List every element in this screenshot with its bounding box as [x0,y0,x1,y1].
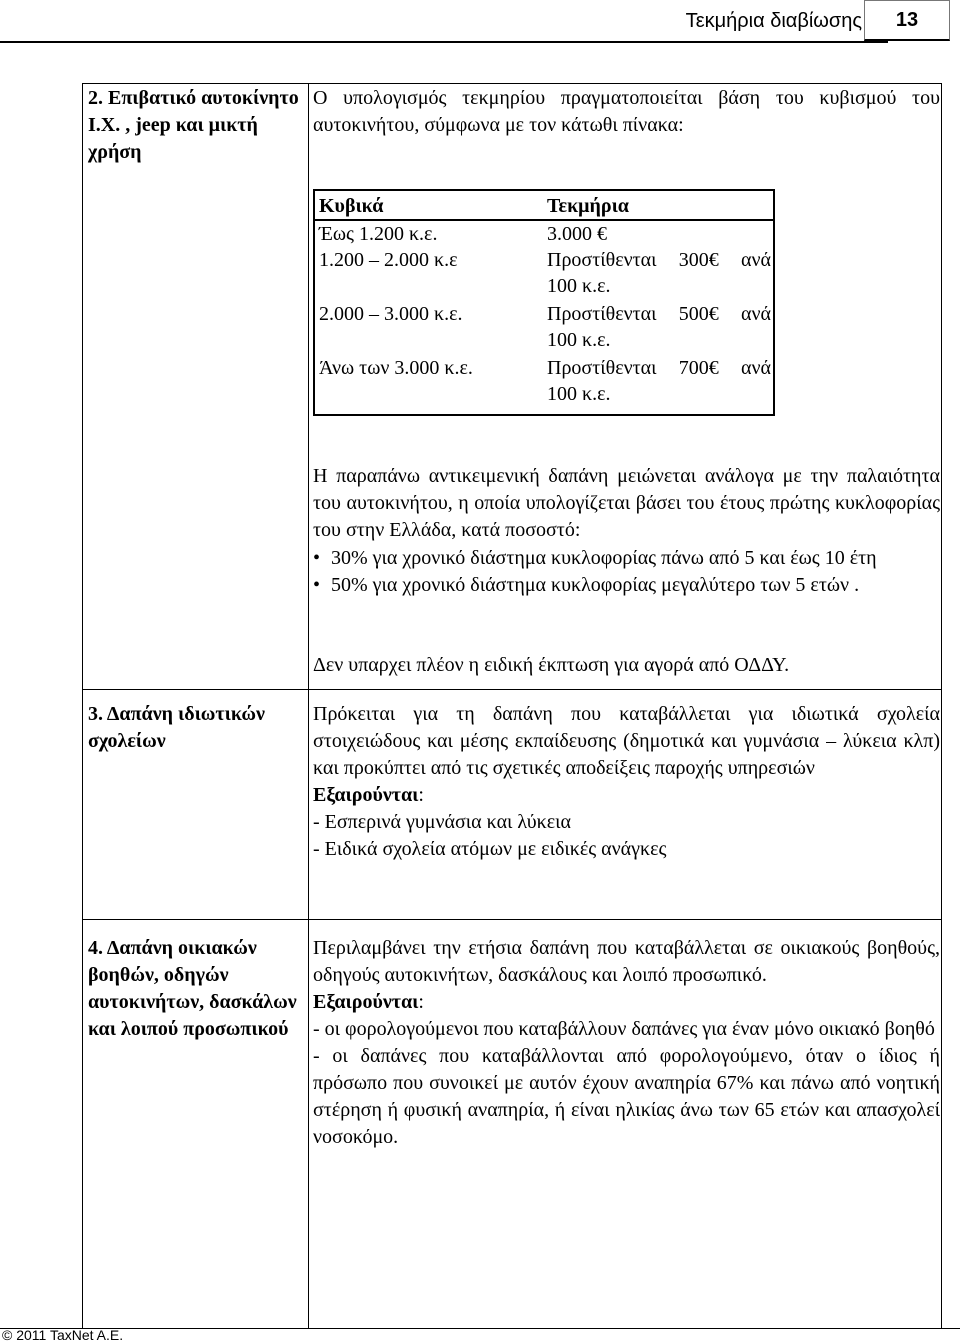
table-cell: 2.000 – 3.000 κ.ε. [319,303,463,325]
bullet-icon: • [313,574,321,596]
section-label-staff: 4. Δαπάνη οικιακών βοηθών, οδηγών αυτοκινήτων, δασκάλων και λοιπού προσωπικού [88,937,297,1040]
list-item: - οι φορολογούμενοι που καταβάλλουν δαπάνες για έναν μόνο οικιακό βοηθό [313,1018,935,1040]
table-cell: Προστίθενται 700€ ανά 100 κ.ε. [547,357,771,405]
exclusions-label: Εξαιρούνται [313,784,419,806]
table-cell: Προστίθενται 300€ ανά 100 κ.ε. [547,249,771,297]
table-cell: Έως 1.200 κ.ε. [319,223,438,245]
staff-description: Περιλαμβάνει την ετήσια δαπάνη που καταβάλλεται σε οικιακούς βοηθούς, οδηγούς αυτοκινήτων, δασκάλους και λοιπό προσωπικό. [313,937,940,986]
page-header-title: Τεκμήρια διαβίωσης [685,10,862,32]
page-number: 13 [864,0,950,41]
section-text-schools: Πρόκειται για τη δαπάνη που καταβάλλεται για ιδιωτικά σχολεία στοιχειώδους και μέσης εκπαίδευσης (δημοτικά και γυμνάσια – λύκεια κλπ) και προκύπτει από τις σχετικές αποδείξεις παροχής υπηρεσιών Εξαιρούνται: - Εσπερινά γυμνάσια και λύκεια - Ειδικά σχολεία ατόμων με ειδικές ανάγκες [313,701,940,863]
table-cell: Άνω των 3.000 κ.ε. [319,357,473,379]
table-cell: 1.200 – 2.000 κ.ε [319,249,458,271]
list-item: • 30% για χρονικό διάστημα κυκλοφορίας πάνω από 5 και έως 10 έτη [313,545,940,572]
section-label-car: 2. Επιβατικό αυτοκίνητο Ι.Χ. , jeep και μικτή χρήση [88,87,299,163]
footer-rule [0,1328,960,1329]
column-divider [308,83,309,1328]
list-item: • 50% για χρονικό διάστημα κυκλοφορίας μεγαλύτερο των 5 ετών . [313,572,940,599]
section-text-staff: Περιλαμβάνει την ετήσια δαπάνη που καταβάλλεται σε οικιακούς βοηθούς, οδηγούς αυτοκινήτων, δασκάλους και λοιπό προσωπικό. Εξαιρούνται: - οι φορολογούμενοι που καταβάλλουν δαπάνες για έναν μόνο οικιακό βοηθό - οι δαπάνες που καταβάλλονται από φορολογούμενο, όταν ο ίδιος ή πρόσωπο που συνοικεί με αυτόν έχουν αναπηρία 67% και πάνω από νοητική στέρηση ή φυσική αναπηρία, ή είναι ηλικίας άνω των 65 ετών και απασχολεί νοσοκόμο. [313,935,940,1151]
list-item: - Εσπερινά γυμνάσια και λύκεια [313,811,571,833]
discount-note: Δεν υπαρχει πλέον η ειδική έκπτωση για αγορά από ΟΔΔΥ. [313,654,790,676]
schools-description: Πρόκειται για τη δαπάνη που καταβάλλεται για ιδιωτικά σχολεία στοιχειώδους και μέσης εκπαίδευσης (δημοτικά και γυμνάσια – λύκεια κλπ) και προκύπτει από τις σχετικές αποδείξεις παροχής υπηρεσιών [313,703,940,779]
reduction-bullets [313,545,940,599]
table-header-presumption: Τεκμήρια [547,195,629,217]
section-intro-car: Ο υπολογισμός τεκμηρίου πραγματοποιείται βάση του κυβισμού του αυτοκινήτου, σύμφωνα με τον κάτωθι πίνακα: [313,87,940,136]
reduction-text: Η παραπάνω αντικειμενική δαπάνη μειώνεται ανάλογα με την παλαιότητα του αυτοκινήτου, η οποία υπολογίζεται βάσει του έτους πρώτης κυκλοφορίας του στην Ελλάδα, κατά ποσοστό: [313,465,940,541]
section-label-schools: 3. Δαπάνη ιδιωτικών σχολείων [88,703,265,752]
cubic-capacity-table [313,189,775,416]
row-divider [82,919,942,920]
row-divider [82,689,942,690]
table-cell: Προστίθενται 500€ ανά 100 κ.ε. [547,303,771,351]
exclusions-label: Εξαιρούνται [313,991,419,1013]
table-header-cubic: Κυβικά [319,195,384,217]
bullet-icon: • [313,547,321,569]
list-item: - Ειδικά σχολεία ατόμων με ειδικές ανάγκες [313,838,667,860]
header-rule [0,41,888,43]
table-cell: 3.000 € [547,223,607,245]
copyright: © 2011 TaxNet A.E. [2,1327,124,1343]
list-item: - οι δαπάνες που καταβάλλονται από φορολογούμενο, όταν ο ίδιος ή πρόσωπο που συνοικεί με αυτόν έχουν αναπηρία 67% και πάνω από νοητική στέρηση ή φυσική αναπηρία, ή είναι ηλικίας άνω των 65 ετών και απασχολεί νοσοκόμο. [313,1045,940,1148]
